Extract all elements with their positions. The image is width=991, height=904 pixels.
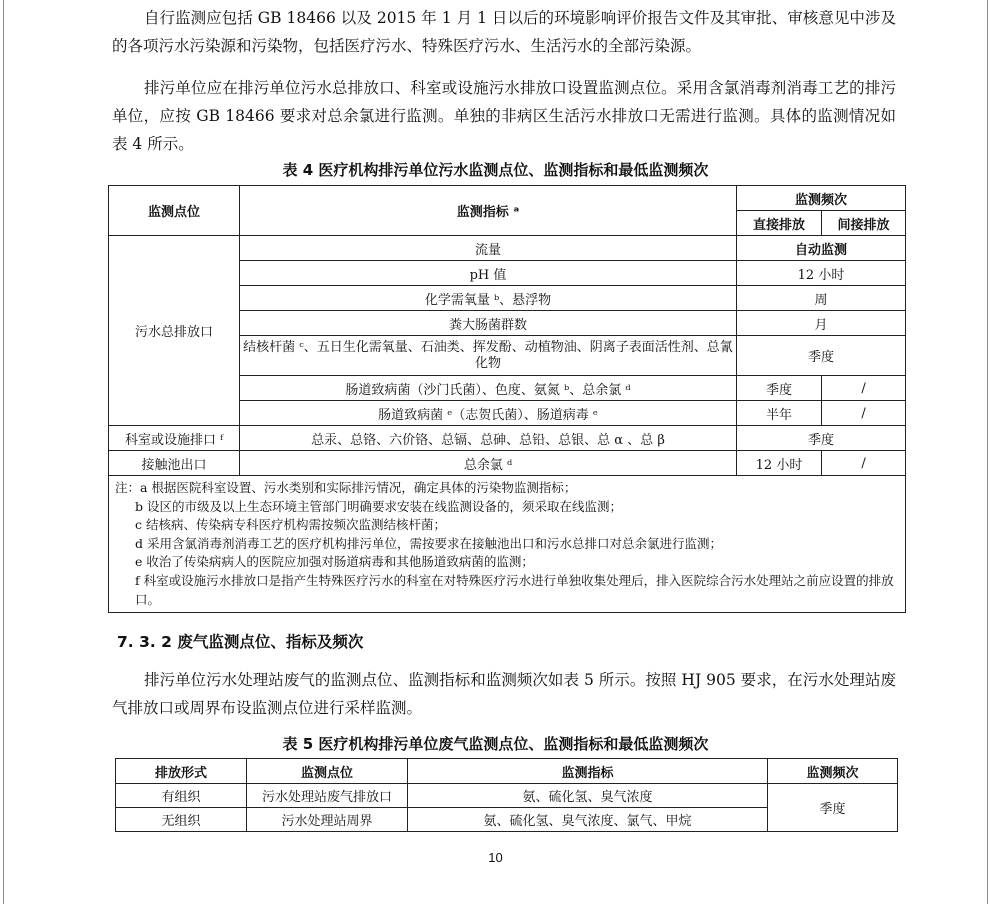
- table4-note: e 收治了传染病病人的医院应加强对肠道病毒和其他肠道致病菌的监测；: [135, 554, 534, 570]
- table5-form: 有组织: [116, 784, 247, 808]
- table4-header-direct: 直接排放: [737, 211, 822, 236]
- table4-note: 注：a 根据医院科室设置、污水类别和实际排污情况，确定具体的污染物监测指标；: [115, 480, 577, 495]
- table4-location-dept-outlet: 科室或设施排口 ᶠ: [109, 426, 240, 451]
- table4-indicator: 结核杆菌 ᶜ、五日生化需氧量、石油类、挥发酚、动植物油、阴离子表面活性剂、总氰化物: [240, 336, 737, 376]
- table4-header-frequency: 监测频次: [737, 186, 906, 211]
- table4-indicator: pH 值: [240, 261, 737, 286]
- table4-location-contact-pool: 接触池出口: [109, 451, 240, 476]
- paragraph-exhaust-gas: 排污单位污水处理站废气的监测点位、监测指标和监测频次如表 5 所示。按照 HJ 905 要求，在污水处理站废气排放口或周界布设监测点位进行采样监测。: [112, 671, 896, 717]
- table5-location: 污水处理站周界: [247, 808, 408, 832]
- table5-header-location: 监测点位: [247, 759, 408, 784]
- table4-frequency-direct: 12 小时: [737, 451, 822, 476]
- table5-indicator: 氨、硫化氢、臭气浓度: [408, 784, 768, 808]
- table4-header-indirect: 间接排放: [822, 211, 906, 236]
- table5-location: 污水处理站废气排放口: [247, 784, 408, 808]
- table4-indicator: 肠道致病菌 ᵉ（志贺氏菌）、肠道病毒 ᵉ: [240, 401, 737, 426]
- table4-indicator: 化学需氧量 ᵇ、悬浮物: [240, 286, 737, 311]
- table4-caption: 表 4 医疗机构排污单位污水监测点位、监测指标和最低监测频次: [282, 161, 709, 179]
- table5-header-form: 排放形式: [116, 759, 247, 784]
- table4-note: d 采用含氯消毒剂消毒工艺的医疗机构排污单位，需按要求在接触池出口和污水总排口对总余氯进行监测；: [135, 535, 722, 551]
- table4-frequency-indirect: /: [822, 451, 906, 476]
- table4-frequency: 周: [737, 286, 906, 311]
- table5-frequency: 季度: [768, 784, 898, 832]
- paragraph-self-monitoring-scope: 自行监测应包括 GB 18466 以及 2015 年 1 月 1 日以后的环境影响评价报告文件及其审批、审核意见中涉及的各项污水污染源和污染物，包括医疗污水、特殊医疗污水、生活污水的全部污染源。: [112, 9, 896, 55]
- table4-frequency: 季度: [737, 426, 906, 451]
- table5-indicator: 氨、硫化氢、臭气浓度、氯气、甲烷: [408, 808, 768, 832]
- table4-note: f 科室或设施污水排放口是指产生特殊医疗污水的科室在对特殊医疗污水进行单独收集处理后，排入医院综合污水处理站之前应设置的排放口。: [135, 572, 894, 607]
- table4-indicator: 总余氯 ᵈ: [240, 451, 737, 476]
- table4-frequency: 自动监测: [737, 236, 906, 261]
- table5-header-indicator: 监测指标: [408, 759, 768, 784]
- table4-indicator: 总汞、总铬、六价铬、总镉、总砷、总铅、总银、总 α 、总 β: [240, 426, 737, 451]
- table4-header-location: 监测点位: [109, 186, 240, 236]
- page-left-edge: [3, 0, 4, 904]
- page-number: 10: [488, 850, 503, 865]
- table4-frequency: 季度: [737, 336, 906, 376]
- table4-frequency: 月: [737, 311, 906, 336]
- table5-header-frequency: 监测频次: [768, 759, 898, 784]
- table4-frequency-direct: 半年: [737, 401, 822, 426]
- table4-indicator: 肠道致病菌（沙门氏菌）、色度、氨氮 ᵇ、总余氯 ᵈ: [240, 376, 737, 401]
- table4-header-indicator: 监测指标 ᵃ: [240, 186, 737, 236]
- table4-frequency: 12 小时: [737, 261, 906, 286]
- paragraph-monitoring-points: 排污单位应在排污单位污水总排放口、科室或设施污水排放口设置监测点位。采用含氯消毒剂消毒工艺的排污单位，应按 GB 18466 要求对总余氯进行监测。单独的非病区生活污水排放口无需进行监测。具体的监测情况如表 4 所示。: [112, 79, 896, 153]
- table4-indicator: 粪大肠菌群数: [240, 311, 737, 336]
- table5-exhaust-gas-monitoring: [115, 758, 898, 832]
- table5-form: 无组织: [116, 808, 247, 832]
- section-heading-exhaust-gas: 7. 3. 2 废气监测点位、指标及频次: [117, 633, 364, 651]
- table4-frequency-indirect: /: [822, 401, 906, 426]
- table5-caption: 表 5 医疗机构排污单位废气监测点位、监测指标和最低监测频次: [282, 735, 709, 753]
- table4-note: c 结核病、传染病专科医疗机构需按频次监测结核杆菌；: [135, 517, 446, 533]
- table4-wastewater-monitoring: [108, 185, 906, 613]
- table4-frequency-indirect: /: [822, 376, 906, 401]
- table4-indicator: 流量: [240, 236, 737, 261]
- table4-frequency-direct: 季度: [737, 376, 822, 401]
- page-right-edge: [987, 0, 988, 904]
- table4-location-main-outlet: 污水总排放口: [109, 236, 240, 426]
- table4-notes: [109, 476, 906, 613]
- table4-note: b 设区的市级及以上生态环境主管部门明确要求安装在线监测设备的，须采取在线监测；: [135, 498, 622, 514]
